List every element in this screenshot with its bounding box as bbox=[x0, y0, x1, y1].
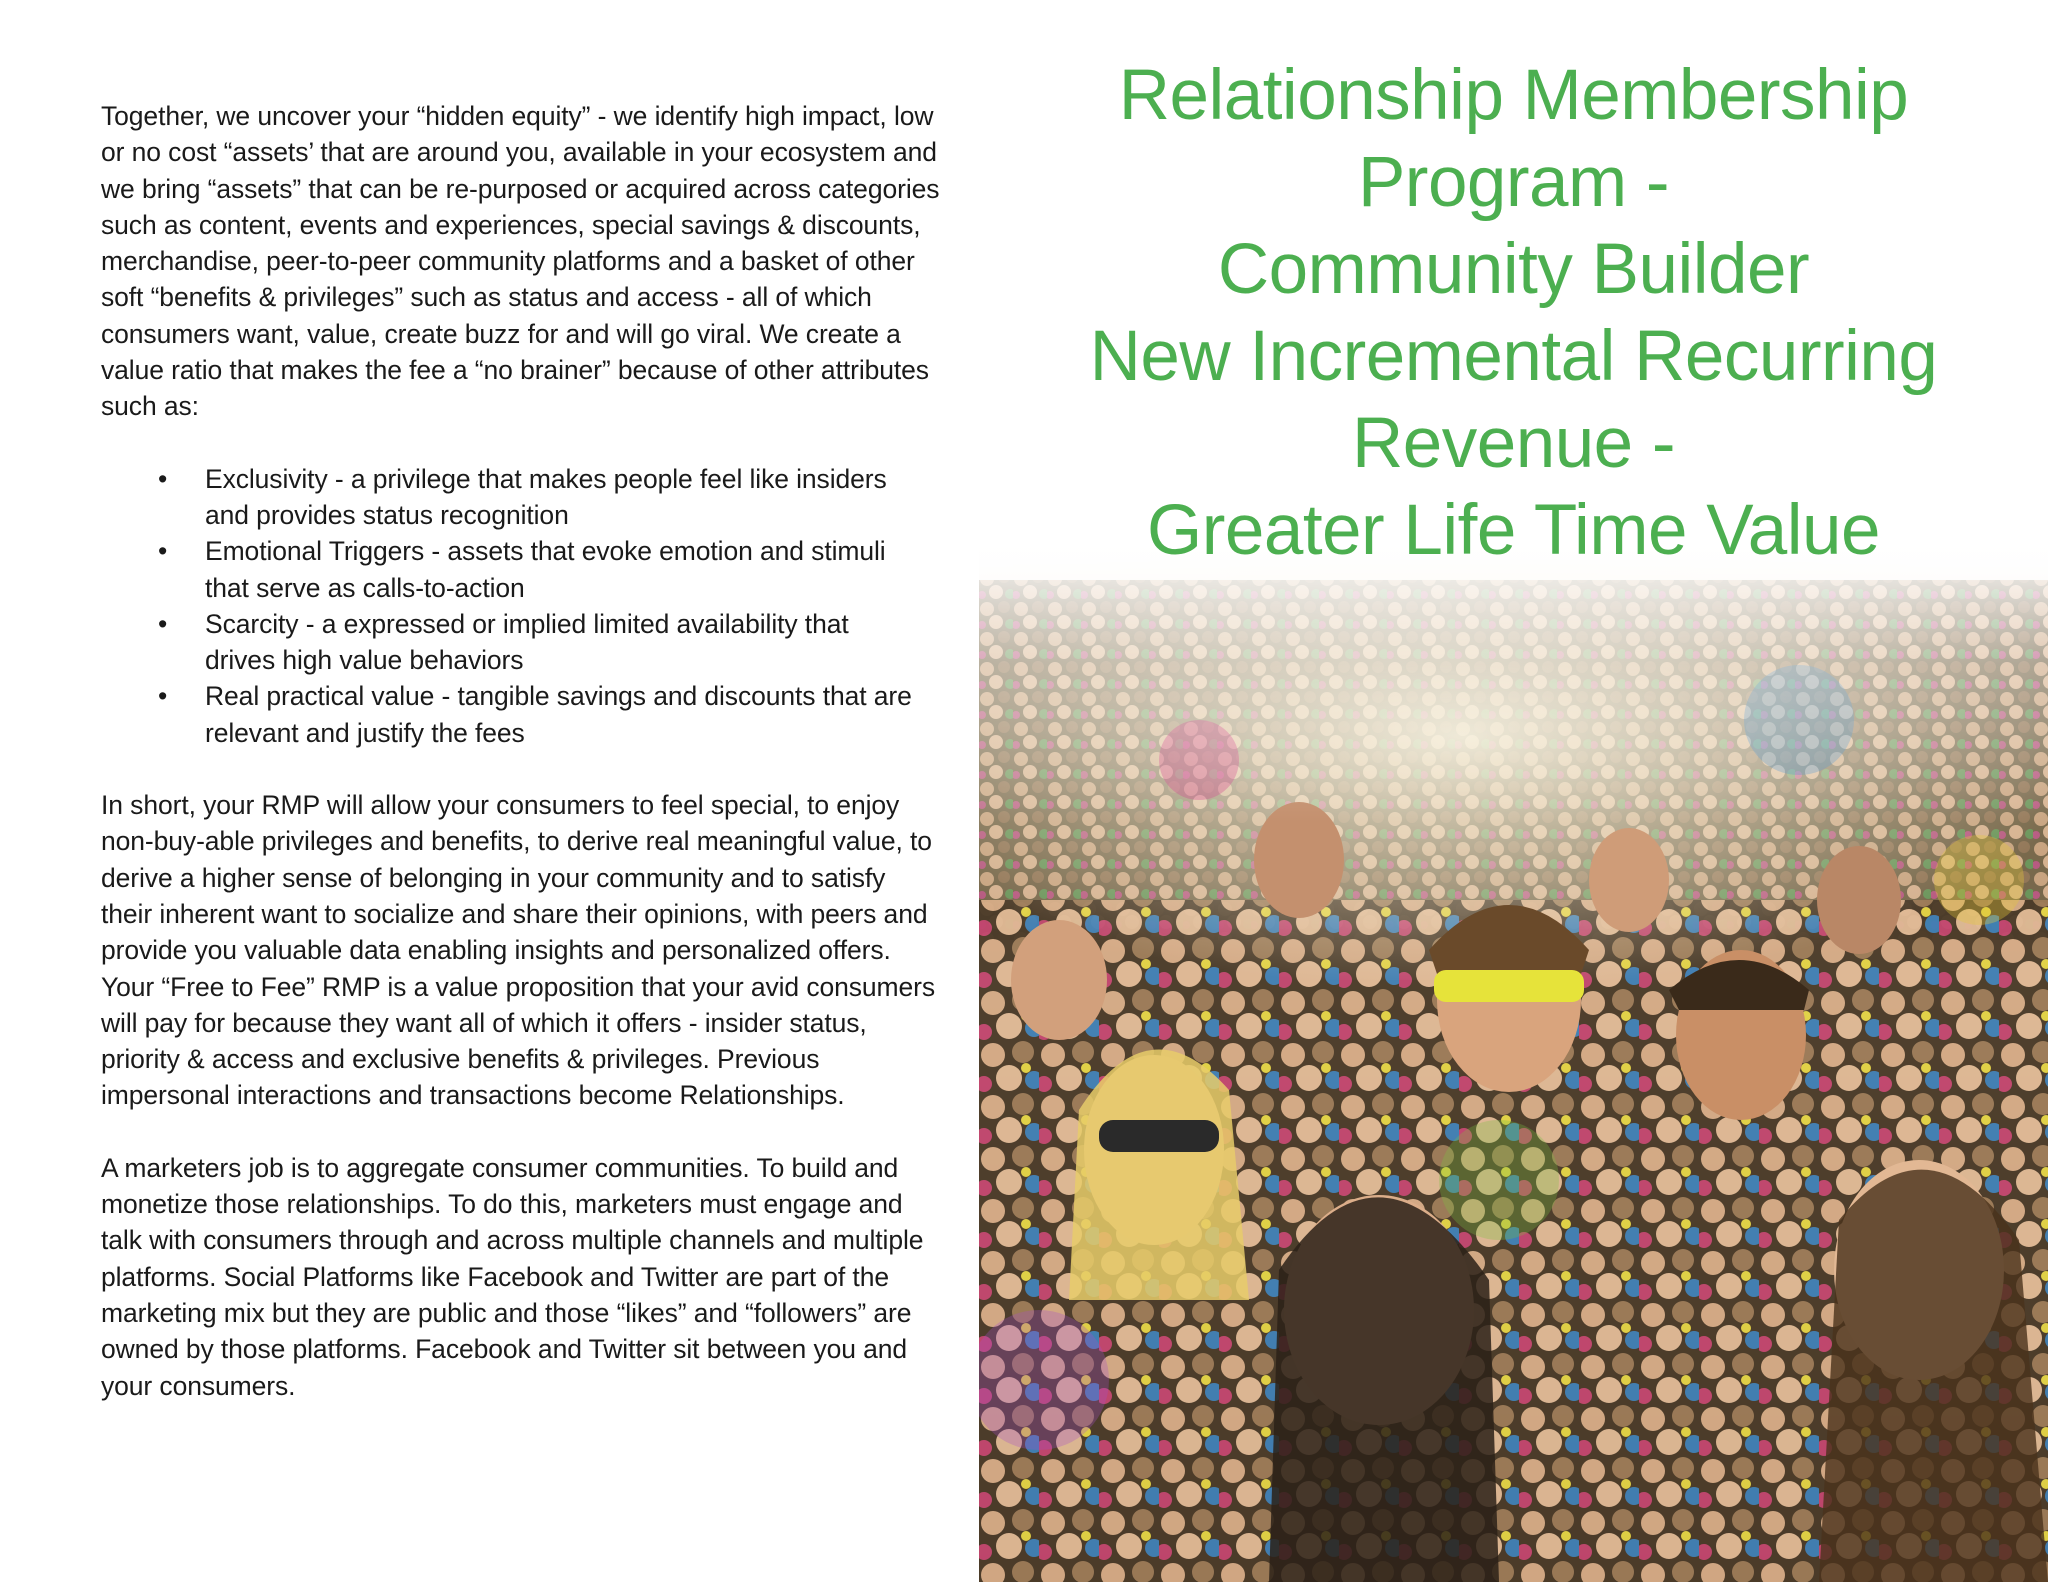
closing-paragraph: A marketers job is to aggregate consumer communities. To build and monetize those relationships. To do this, marketers must engage and talk with consumers through and across multiple channels and multiple platforms. Social Platforms like Facebook and Twitter are part of the marketing mix but they are public and those “likes” and “followers” are owned by those platforms. Facebook and Twitter sit between you and your consumers. bbox=[101, 1152, 924, 1401]
hero-column bbox=[979, 0, 2048, 1582]
list-item bbox=[101, 533, 925, 606]
headline bbox=[979, 52, 2048, 574]
paragraph-spacer bbox=[101, 751, 941, 787]
list-item-text: Exclusivity - a privilege that makes people feel like insiders and provides status recognition bbox=[205, 463, 887, 530]
headline-line: Revenue - bbox=[1351, 404, 1676, 483]
intro-paragraph: Together, we uncover your “hidden equity” - we identify high impact, low or no cost “assets’ that are around you, available in your ecosystem and we bring “assets” that can be re-purposed or acquired across categories such as content, events and experiences, special savings & discounts, merchandise, peer-to-peer community platforms and a basket of other soft “benefits & privileges” such as status and access - all of which consumers want, value, create buzz for and will go viral. We create a value ratio that makes the fee a “no brainer” because of other attributes such as: bbox=[101, 101, 940, 422]
paragraph-spacer bbox=[101, 1114, 941, 1150]
paragraph-spacer bbox=[101, 425, 941, 461]
headline-line: Greater Life Time Value bbox=[1146, 491, 1881, 570]
headline-line: Program - bbox=[1357, 143, 1670, 222]
attributes-list bbox=[101, 461, 941, 751]
bullet-icon: • bbox=[158, 536, 168, 567]
bullet-icon: • bbox=[158, 681, 168, 712]
list-item bbox=[101, 461, 925, 534]
bullet-icon: • bbox=[158, 608, 168, 639]
list-item-text: Scarcity - a expressed or implied limited availability that drives high value behaviors bbox=[205, 608, 849, 676]
list-item bbox=[101, 606, 925, 679]
list-item-text: Real practical value - tangible savings and discounts that are relevant and justify the fees bbox=[205, 681, 912, 748]
headline-line: New Incremental Recurring bbox=[1089, 317, 1938, 396]
body-text-column bbox=[101, 98, 941, 1404]
headline-line: Relationship Membership bbox=[1118, 56, 1909, 135]
list-item bbox=[101, 678, 925, 751]
summary-paragraph: In short, your RMP will allow your consumers to feel special, to enjoy non-buy-able privileges and benefits, to derive real meaningful value, to derive a higher sense of belonging in your community and to satisfy their inherent want to socialize and share their opinions, with peers and provide you valuable data enabling insights and personalized offers. Your “Free to Fee” RMP is a value proposition that your avid consumers will pay for because they want all of which it offers - insider status, priority & access and exclusive benefits & privileges. Previous impersonal interactions and transactions become Relationships. bbox=[101, 790, 936, 1111]
list-item-text: Emotional Triggers - assets that evoke emotion and stimuli that serve as calls-to-action bbox=[205, 536, 886, 603]
bullet-icon: • bbox=[158, 463, 168, 494]
headline-line: Community Builder bbox=[1217, 230, 1810, 309]
